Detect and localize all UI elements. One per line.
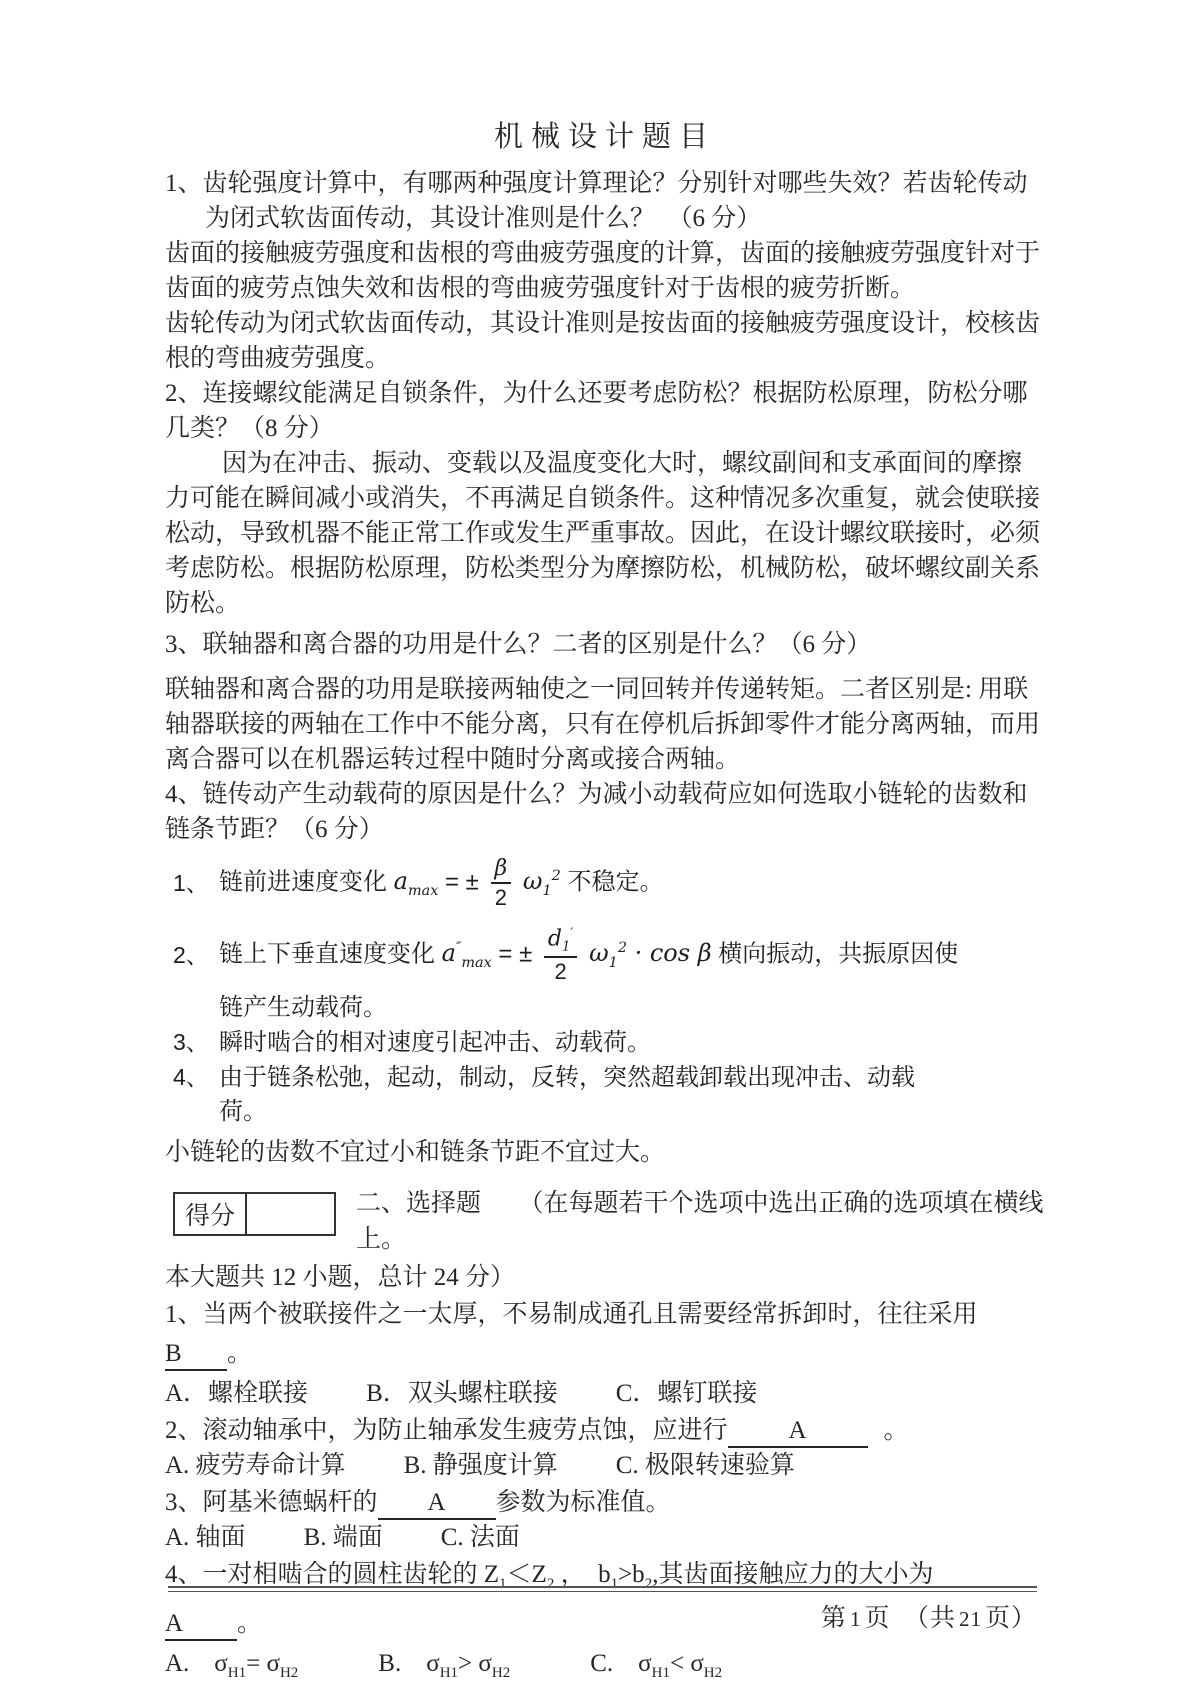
q1-answer-paragraph-2: 齿轮传动为闭式软齿面传动，其设计准则是按齿面的接触疲劳强度设计，校核齿根的弯曲疲劳强度。 <box>165 310 1041 372</box>
section2-header-row <box>165 1186 1045 1258</box>
list-item-1 <box>165 847 1045 919</box>
q1-stem: 1、齿轮强度计算中，有哪两种强度计算理论？分别针对哪些失效？若齿轮传动为闭式软齿面传动，其设计准则是什么？ （6 分） <box>165 170 1028 232</box>
mc3-stem <box>165 1485 1045 1520</box>
math-omega-term: $\omega_1^2$ <box>522 867 561 900</box>
section2-count-note: 本大题共 12 小题，总计 24 分） <box>165 1264 516 1291</box>
footer-text-ye-close: 页） <box>984 1605 1037 1632</box>
list-item-2 <box>165 919 1045 991</box>
mc3-answer-letter: A <box>427 1489 446 1516</box>
section2-heading-line2: 上。 <box>356 1226 407 1253</box>
footer-text-di: 第 <box>820 1605 847 1632</box>
list-item-4 <box>165 1060 1045 1095</box>
formula-chain-speed <box>219 856 1045 911</box>
mc2-answer-blank <box>728 1416 868 1448</box>
mc4-options <box>165 1646 1045 1683</box>
page-content <box>165 118 1045 1683</box>
formula-text: 链前进速度变化 <box>219 868 387 896</box>
q4-answer-list <box>165 847 1045 1129</box>
formula-text: 链上下垂直速度变化 <box>219 940 435 968</box>
list-item-3 <box>165 1025 1045 1060</box>
mc1-options <box>165 1376 1045 1411</box>
list-number: 2、 <box>173 941 209 968</box>
q1-answer-paragraph-1: 齿面的接触疲劳强度和齿根的弯曲疲劳强度的计算，齿面的接触疲劳强度针对于齿面的疲劳点蚀失效和齿根的弯曲疲劳强度针对于齿根的疲劳折断。 <box>165 240 1041 302</box>
option-b: B．双头螺柱联接 <box>366 1380 558 1407</box>
fraction-numerator: β <box>491 856 512 884</box>
score-label: 得分 <box>174 1193 246 1235</box>
math-equals: = ± <box>498 940 533 968</box>
math-fraction <box>544 926 577 984</box>
list-item-2-continuation: 链产生动载荷。 <box>219 994 387 1021</box>
mc1-answer-letter: B <box>165 1340 182 1367</box>
fraction-denominator: 2 <box>554 958 567 984</box>
mc2-answer-letter: A <box>788 1417 807 1444</box>
option-b: B. 端面 <box>303 1524 383 1551</box>
page-title: 机械设计题目 <box>493 121 716 153</box>
option-c: C. 法面 <box>440 1524 520 1551</box>
formula-tail: 横向振动，共振原因使 <box>718 940 959 968</box>
option-c: C. $\sigma_{H1}< \sigma_{H2}$ <box>590 1650 723 1681</box>
mc1-answer-line <box>165 1332 1045 1376</box>
math-omega-term: $\omega_1^2 \cdot \cos \beta$ <box>589 939 712 972</box>
option-b: B. 静强度计算 <box>403 1452 558 1479</box>
section2-heading <box>356 1186 1044 1258</box>
mc4-stem: 4、一对相啮合的圆柱齿轮的 $Z_1<Z_2$ ， $b_1>b_2$,其齿面接触应力的大小为 <box>165 1561 934 1592</box>
fraction-denominator: 2 <box>494 885 508 910</box>
math-equals: = ± <box>445 868 479 896</box>
footer-page-total: 21 <box>958 1607 982 1631</box>
page-footer <box>168 1586 1037 1634</box>
math-fraction <box>491 856 512 911</box>
list-number: 1、 <box>173 869 209 896</box>
mc4-period: 。 <box>237 1610 263 1637</box>
page-number <box>168 1598 1037 1634</box>
mc1-period: 。 <box>227 1340 253 1367</box>
fraction-numerator: $d_1'$ <box>544 926 577 958</box>
mc3-options <box>165 1520 1045 1555</box>
list-number: 3、 <box>173 1029 209 1055</box>
list-number: 4、 <box>173 1064 209 1090</box>
formula-vertical-speed <box>219 926 1045 984</box>
option-c: C. 极限转速验算 <box>615 1452 795 1479</box>
list-item-text: 由于链条松弛，起动，制动，反转，突然超载卸载出现冲击、动载 <box>219 1064 915 1091</box>
mc1-answer-blank <box>165 1339 227 1371</box>
mc3-stem-before: 3、阿基米德蜗杆的 <box>165 1489 378 1516</box>
option-b: B. $\sigma_{H1}> \sigma_{H2}$ <box>378 1650 511 1681</box>
mc2-stem-text: 2、滚动轴承中，为防止轴承发生疲劳点蚀，应进行 <box>165 1417 728 1444</box>
score-value-cell <box>246 1193 335 1235</box>
formula-tail: 不稳定。 <box>567 868 664 896</box>
mc1-stem: 1、当两个被联接件之一太厚，不易制成通孔且需要经常拆卸时，往往采用 <box>165 1301 978 1328</box>
mc3-stem-after: 参数为标准值。 <box>495 1489 671 1516</box>
list-item-4-continuation: 荷。 <box>219 1098 267 1125</box>
math-variable: $a''_{max}$ <box>441 939 492 972</box>
q4-answer-note: 小链轮的齿数不宜过小和链条节距不宜过大。 <box>165 1139 666 1166</box>
q3-answer: 联轴器和离合器的功用是联接两轴使之一同回转并传递转矩。二者区别是: 用联轴器联接的两轴在工作中不能分离，只有在停机后拆卸零件才能分离两轴，而用离合器可以在机器运转过程中随时分离或接合两轴。 <box>165 676 1041 773</box>
option-a: A. $\sigma_{H1}= \sigma_{H2}$ <box>165 1650 299 1681</box>
mc2-stem <box>165 1413 1045 1448</box>
q4-stem: 4、链传动产生动载荷的原因是什么？为减小动载荷应如何选取小链轮的齿数和链条节距？（6 分） <box>165 781 1028 843</box>
list-item-text: 瞬时啮合的相对速度引起冲击、动载荷。 <box>219 1029 651 1056</box>
option-a: A. 轴面 <box>165 1524 246 1551</box>
q3-stem: 3、联轴器和离合器的功用是什么？二者的区别是什么？（6 分） <box>165 631 872 658</box>
option-a: A．螺栓联接 <box>165 1380 309 1407</box>
section2-heading-line1: 二、选择题 （在每题若干个选项中选出正确的选项填在横线 <box>356 1190 1044 1217</box>
mc3-answer-blank <box>378 1488 496 1520</box>
footer-text-gong: （共 <box>916 1605 956 1632</box>
footer-rule <box>168 1586 1037 1592</box>
q2-stem: 2、连接螺纹能满足自锁条件，为什么还要考虑防松？根据防松原理，防松分哪几类？（8 分） <box>165 380 1028 442</box>
mc4-answer-letter: A <box>165 1610 184 1637</box>
option-a: A. 疲劳寿命计算 <box>165 1452 346 1479</box>
q2-answer: 因为在冲击、振动、变载以及温度变化大时，螺纹副间和支承面间的摩擦力可能在瞬间减小或消失，不再满足自锁条件。这种情况多次重复，就会使联接松动，导致机器不能正常工作或发生严重事故。因此，在设计螺纹联接时，必须考虑防松。根据防松原理，防松类型分为摩擦防松，机械防松，破坏螺纹副关系防松。 <box>165 450 1041 617</box>
option-c: C．螺钉联接 <box>615 1380 758 1407</box>
math-variable: $a_{max}$ <box>393 867 439 900</box>
mc2-options <box>165 1448 1045 1483</box>
footer-page-current: 1 <box>849 1607 862 1631</box>
mc2-period: 。 <box>883 1417 909 1444</box>
footer-text-ye: 页 <box>864 1605 891 1632</box>
score-box <box>173 1192 336 1236</box>
score-box-row <box>174 1193 335 1235</box>
